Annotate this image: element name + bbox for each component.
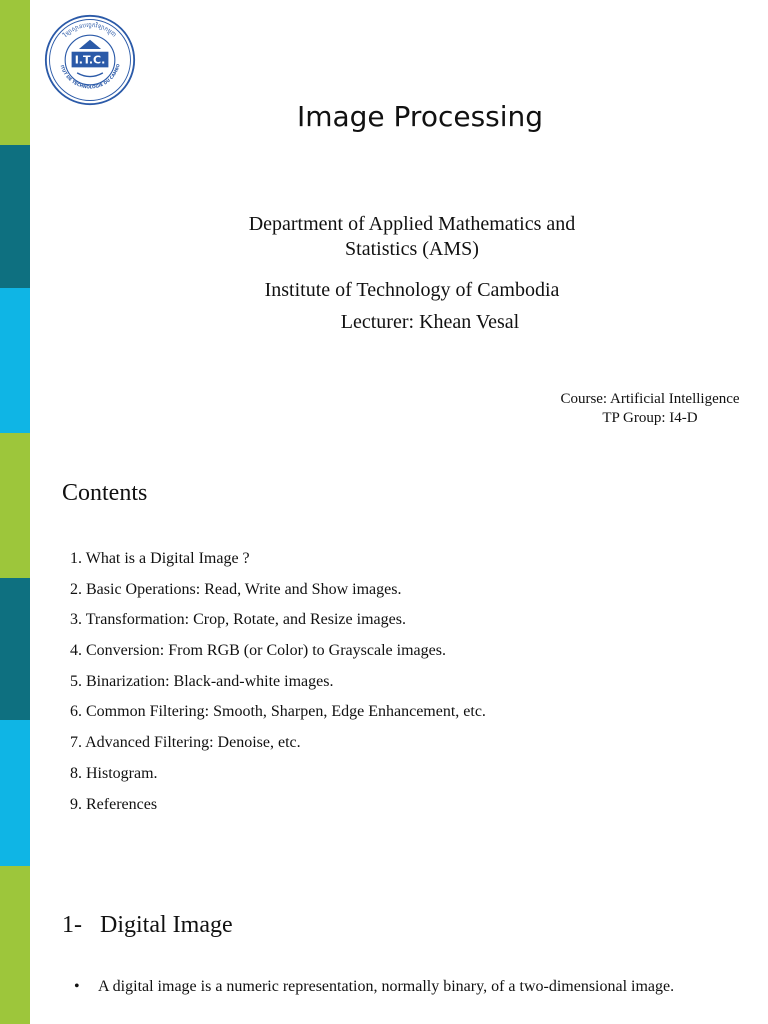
department-block <box>200 212 624 262</box>
bullet-icon: • <box>74 978 80 995</box>
toc-item: 6. Common Filtering: Smooth, Sharpen, Edge Enhancement, etc. <box>70 703 486 721</box>
band-lime <box>0 866 30 1024</box>
table-of-contents <box>70 547 486 823</box>
department-line-1: Department of Applied Mathematics and <box>248 213 576 235</box>
band-teal <box>0 578 30 720</box>
course-info <box>540 390 760 428</box>
section-number: 1- <box>62 912 82 938</box>
bullet-item <box>74 972 714 1001</box>
toc-item: 3. Transformation: Crop, Rotate, and Resize images. <box>70 611 406 629</box>
page-title: Image Processing <box>296 100 544 133</box>
logo-ring-bottom-text: ITUT DE TECHNOLOGIE DU CAMBO <box>59 63 121 90</box>
toc-item: 8. Histogram. <box>70 764 158 782</box>
institute-name: Institute of Technology of Cambodia <box>264 279 560 301</box>
bullet-list <box>74 972 714 1001</box>
toc-item: 9. References <box>70 795 158 813</box>
band-lime <box>0 433 30 578</box>
section-heading <box>62 912 233 939</box>
itc-logo-icon <box>44 14 136 106</box>
toc-item: 7. Advanced Filtering: Denoise, etc. <box>70 734 301 752</box>
band-cyan <box>0 720 30 866</box>
course-name: Course: Artificial Intelligence <box>560 391 740 407</box>
band-lime <box>0 0 30 145</box>
contents-heading: Contents <box>62 480 148 506</box>
toc-item: 5. Binarization: Black-and-white images. <box>70 672 334 690</box>
bullet-text: A digital image is a numeric representation, normally binary, of a two-dimensional image. <box>98 978 675 995</box>
band-cyan <box>0 288 30 433</box>
section-title: Digital Image <box>100 912 233 938</box>
toc-item: 2. Basic Operations: Read, Write and Show images. <box>70 580 402 598</box>
lecturer-name: Lecturer: Khean Vesal <box>340 311 520 333</box>
logo-center-text: I.T.C. <box>74 53 106 67</box>
logo-ring-top-text: វិទ្យាស្ថានបច្ចេកវិទ្យាកម្ពុជា <box>63 22 117 39</box>
department-line-2: Statistics (AMS) <box>345 238 479 260</box>
tp-group: TP Group: I4-D <box>602 410 698 426</box>
toc-item: 4. Conversion: From RGB (or Color) to Grayscale images. <box>70 642 446 660</box>
toc-item: 1. What is a Digital Image ? <box>70 550 250 567</box>
band-teal <box>0 145 30 288</box>
